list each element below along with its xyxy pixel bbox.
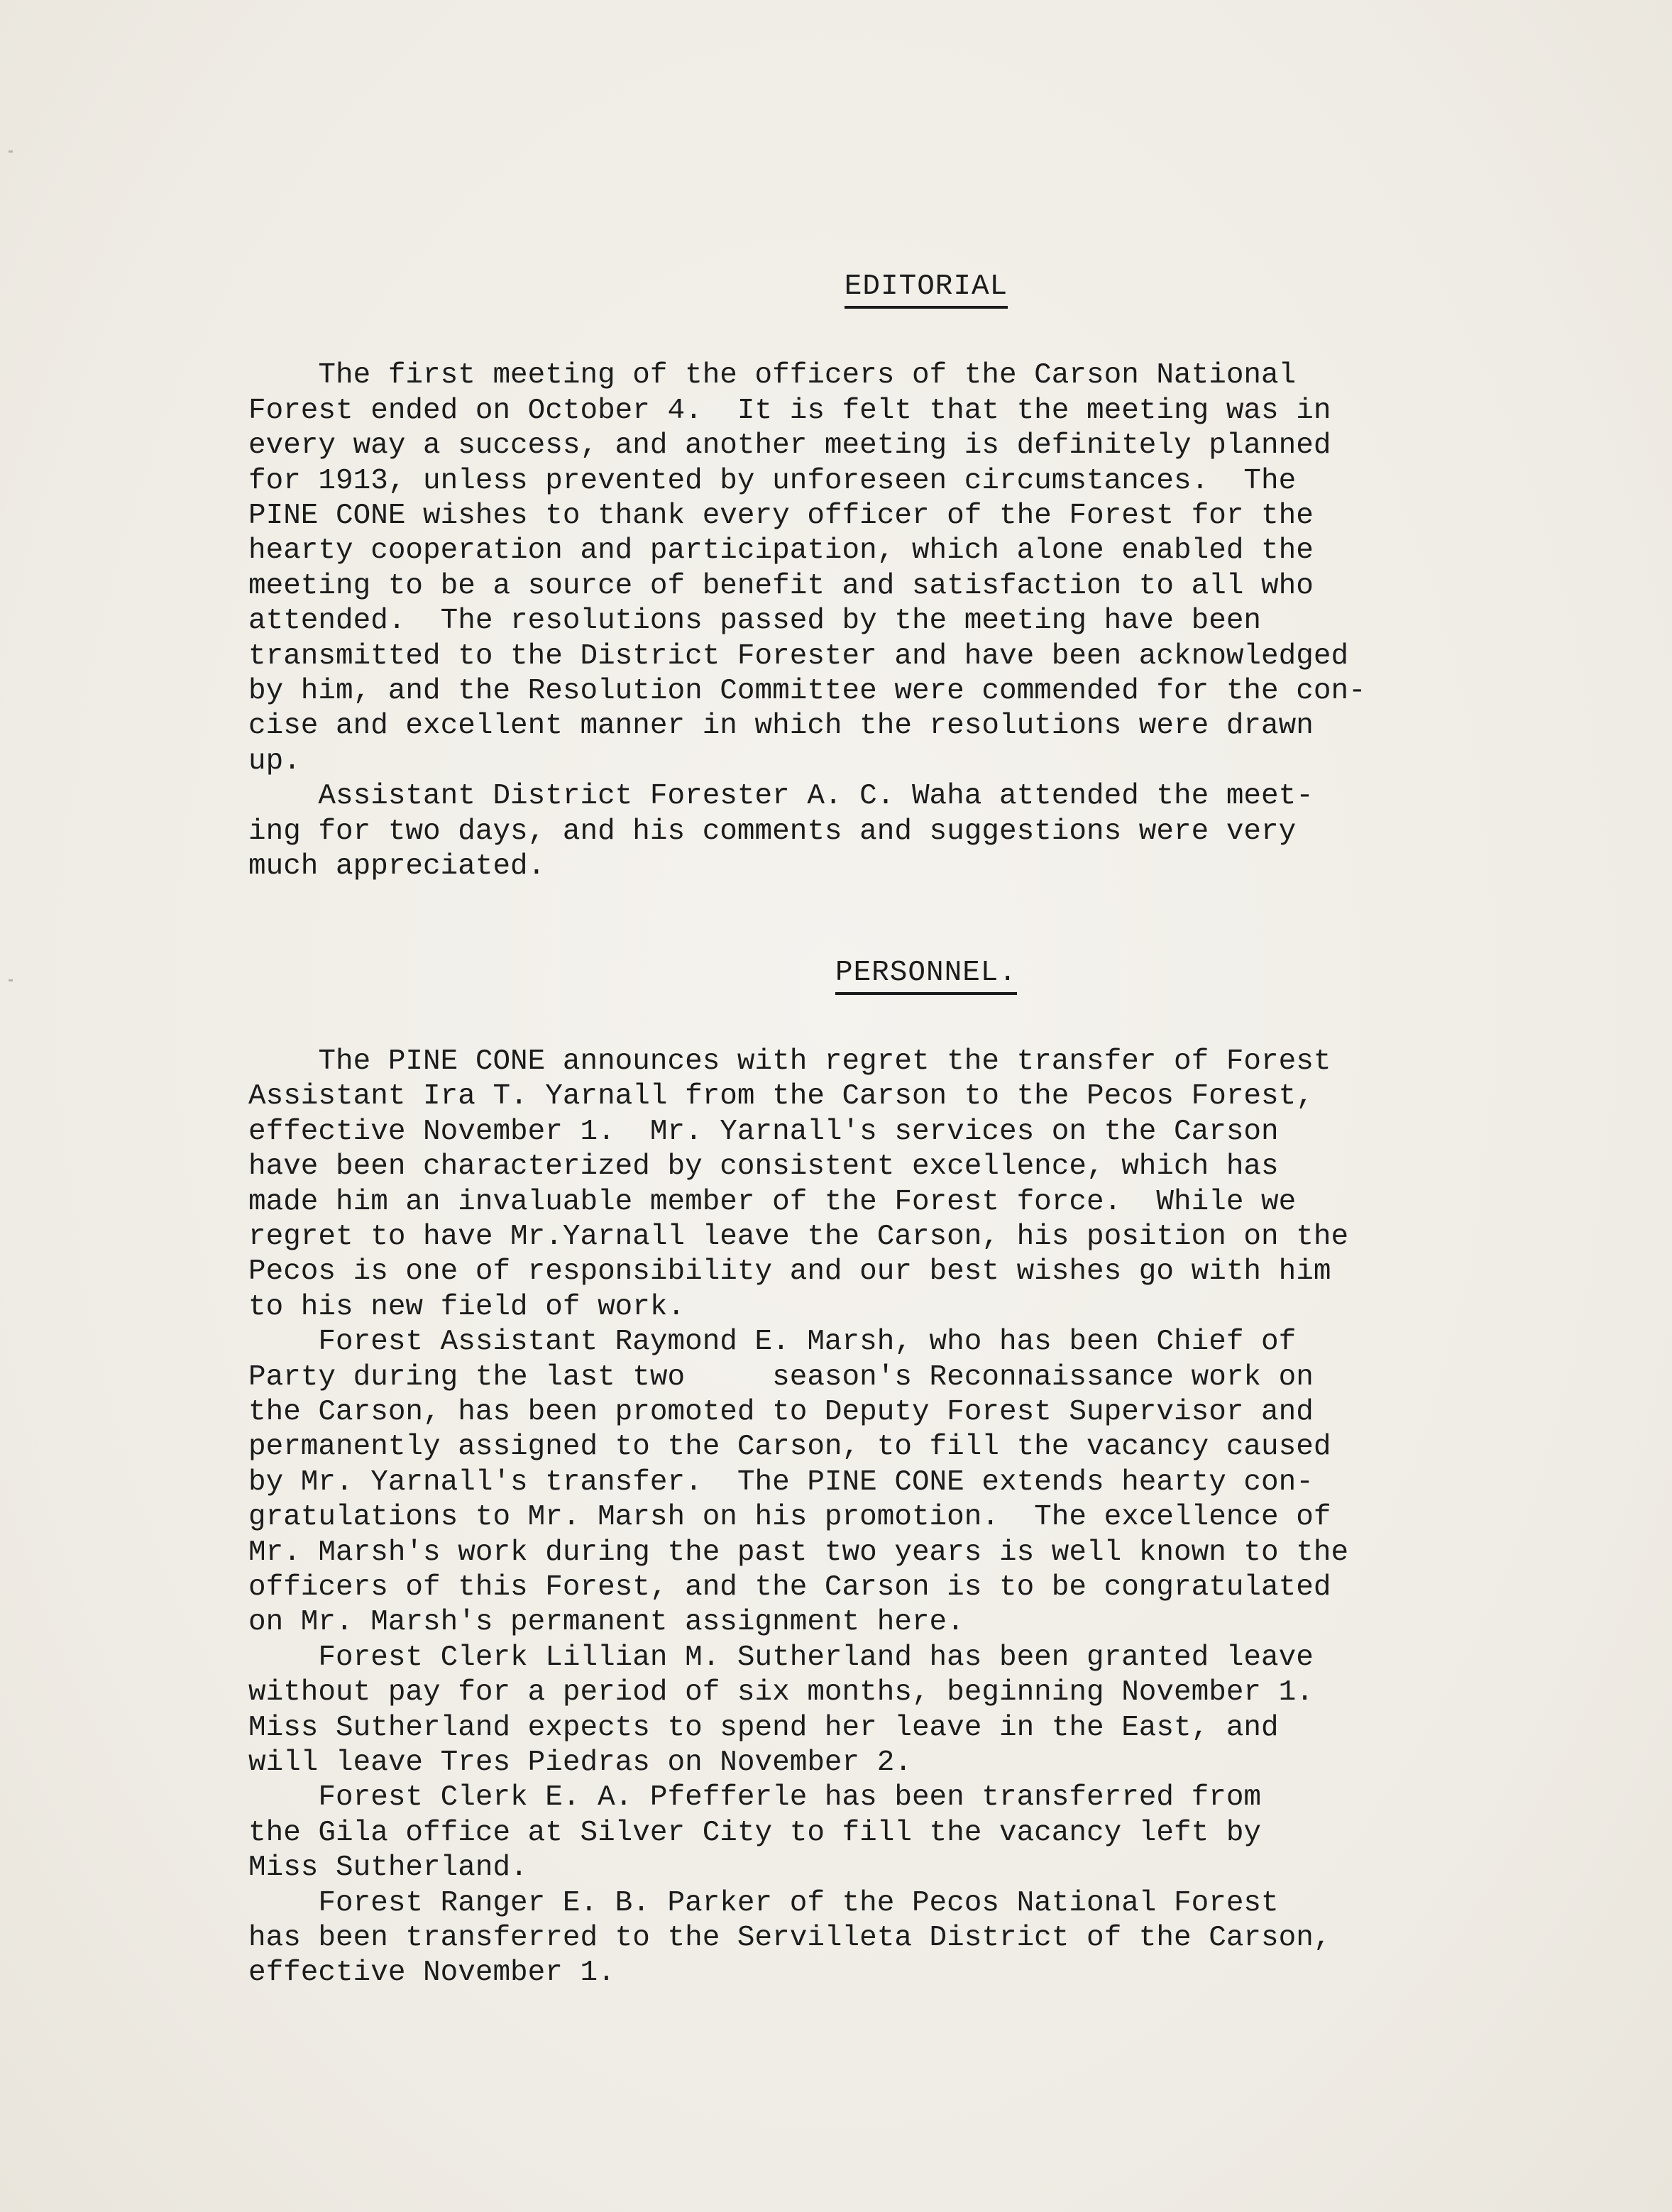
personnel-paragraphs <box>248 1045 1611 1991</box>
editorial-heading: EDITORIAL <box>241 270 1611 309</box>
personnel-section <box>248 956 1611 1991</box>
editorial-paragraph-meeting: The first meeting of the officers of the Carson National Forest ended on October 4. It is felt that the meeting was in every way a success, and another meeting is definitely planned for 1913, unless prevented by unforeseen circumstances. The PINE CONE wishes to thank every officer of the Forest for the hearty cooperation and participation, which alone enabled the meeting to be a source of benefit and satisfaction to all who attended. The resolutions passed by the meeting have been transmitted to the District Forester and have been acknowledged by him, and the Resolution Committee were commended for the con- cise and excellent manner in which the resolutions were drawn up. <box>248 359 1366 778</box>
editorial-paragraph-waha: Assistant District Forester A. C. Waha attended the meet- ing for two days, and his comments and suggestions were very much appreciated. <box>248 780 1314 884</box>
personnel-paragraph-pfefferle: Forest Clerk E. A. Pfefferle has been transferred from the Gila office at Silver City to fill the vacancy left by Miss Sutherland. <box>248 1781 1262 1885</box>
personnel-heading: PERSONNEL. <box>241 956 1611 995</box>
margin-mark <box>9 150 13 153</box>
personnel-paragraph-parker: Forest Ranger E. B. Parker of the Pecos National Forest has been transferred to the Servilleta District of the Carson, effective November 1. <box>248 1886 1331 1990</box>
personnel-paragraph-yarnall: The PINE CONE announces with regret the transfer of Forest Assistant Ira T. Yarnall from the Carson to the Pecos Forest, effective November 1. Mr. Yarnall's services on the Carson have been characterized by consistent excellence, which has made him an invaluable member of the Forest force. While we regret to have Mr.Yarnall leave the Carson, his position on the Pecos is one of responsibility and our best wishes go with him to his new field of work. <box>248 1045 1349 1324</box>
personnel-paragraph-sutherland: Forest Clerk Lillian M. Sutherland has been granted leave without pay for a period of six months, beginning November 1. Miss Sutherland expects to spend her leave in the East, and will leave Tres Piedras on November 2. <box>248 1641 1314 1780</box>
margin-mark <box>9 979 13 981</box>
editorial-paragraphs <box>248 358 1611 884</box>
personnel-paragraph-marsh: Forest Assistant Raymond E. Marsh, who has been Chief of Party during the last two season's Reconnaissance work on the Carson, has been promoted to Deputy Forest Supervisor and permanently assigned to the Carson, to fill the vacancy caused by Mr. Yarnall's transfer. The PINE CONE extends hearty con- gratulations to Mr. Marsh on his promotion. The excellence of Mr. Marsh's work during the past two years is well known to the officers of this Forest, and the Carson is to be congratulated on Mr. Marsh's permanent assignment here. <box>248 1326 1349 1639</box>
editorial-section <box>248 270 1611 885</box>
document-body <box>248 270 1611 1991</box>
